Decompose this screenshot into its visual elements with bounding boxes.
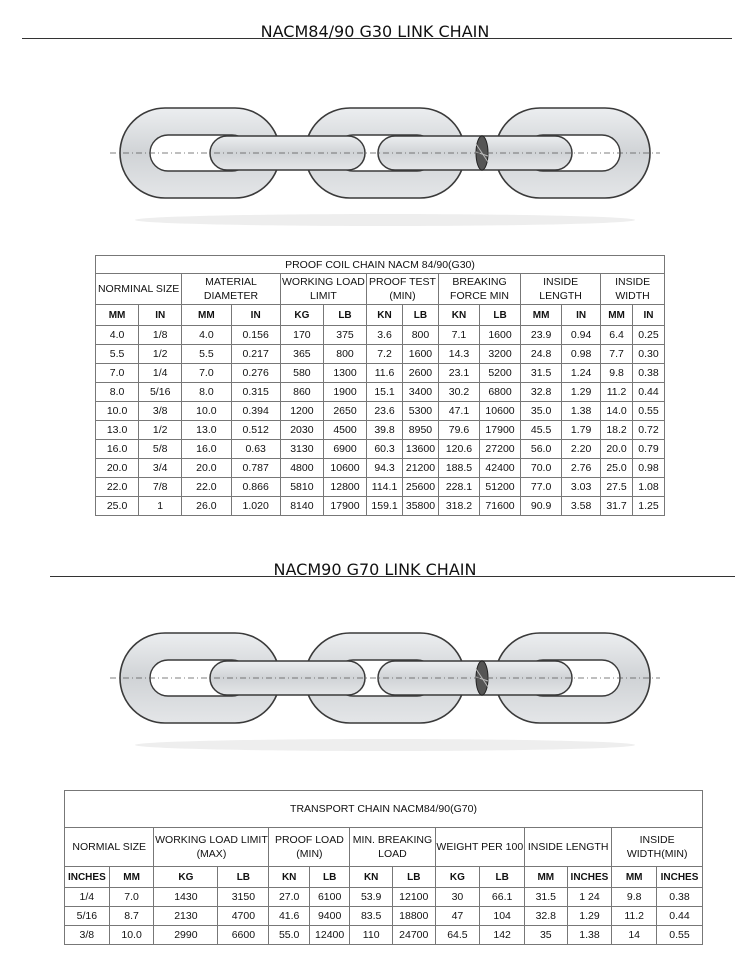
column-group-header: MATERIAL DIAMETER [182, 274, 281, 305]
table-cell: 2030 [280, 421, 323, 440]
unit-header: IN [231, 305, 280, 326]
table-cell: 0.315 [231, 383, 280, 402]
table-cell: 104 [480, 907, 525, 926]
table-cell: 47.1 [438, 402, 479, 421]
unit-header: MM [525, 867, 568, 888]
table-cell: 1.25 [632, 497, 664, 516]
table-cell: 4700 [218, 907, 269, 926]
unit-header: MM [96, 305, 139, 326]
table-cell: 4800 [280, 459, 323, 478]
table-cell: 25600 [403, 478, 439, 497]
table-cell: 3.58 [562, 497, 601, 516]
table-cell: 5300 [403, 402, 439, 421]
table-cell: 64.5 [435, 926, 480, 945]
unit-header: IN [139, 305, 182, 326]
table-cell: 27.0 [269, 888, 309, 907]
table-cell: 3.6 [367, 326, 403, 345]
table-cell: 24700 [392, 926, 435, 945]
table-cell: 1600 [480, 326, 521, 345]
table-cell: 1200 [280, 402, 323, 421]
column-group-header: NORMIAL SIZE [65, 828, 154, 867]
table-cell: 8.7 [109, 907, 154, 926]
table-cell: 0.44 [632, 383, 664, 402]
unit-header: KN [269, 867, 309, 888]
column-group-header: INSIDE LENGTH [525, 828, 612, 867]
table-cell: 47 [435, 907, 480, 926]
table-cell: 31.5 [521, 364, 562, 383]
table-cell: 800 [323, 345, 366, 364]
table-cell: 45.5 [521, 421, 562, 440]
table-cell: 42400 [480, 459, 521, 478]
table-cell: 8.0 [182, 383, 231, 402]
unit-header: LB [480, 305, 521, 326]
table-cell: 0.25 [632, 326, 664, 345]
column-group-header: WORKING LOAD LIMIT (MAX) [154, 828, 269, 867]
table-cell: 6100 [309, 888, 349, 907]
table-cell: 35.0 [521, 402, 562, 421]
column-group-header: WORKING LOAD LIMIT [280, 274, 366, 305]
unit-header: MM [521, 305, 562, 326]
section1-title: NACM84/90 G30 LINK CHAIN [260, 22, 490, 41]
table-row [96, 383, 665, 402]
table-cell: 11.2 [601, 383, 633, 402]
table-cell: 1/2 [139, 345, 182, 364]
table-cell: 0.217 [231, 345, 280, 364]
table-cell: 2600 [403, 364, 439, 383]
g30-chain-illustration [110, 100, 670, 230]
table-cell: 0.394 [231, 402, 280, 421]
table-cell: 0.72 [632, 421, 664, 440]
g30-spec-table [95, 255, 665, 516]
table-cell: 1.38 [567, 926, 612, 945]
table-cell: 1.08 [632, 478, 664, 497]
table-row [96, 478, 665, 497]
table-cell: 5.5 [182, 345, 231, 364]
table-cell: 0.55 [632, 402, 664, 421]
table-cell: 7.0 [182, 364, 231, 383]
table-cell: 3400 [403, 383, 439, 402]
table-cell: 8.0 [96, 383, 139, 402]
table-row [96, 421, 665, 440]
table-cell: 0.38 [657, 888, 703, 907]
table-cell: 1.79 [562, 421, 601, 440]
table-cell: 365 [280, 345, 323, 364]
unit-header: INCHES [657, 867, 703, 888]
table-cell: 27.5 [601, 478, 633, 497]
table-group-header-row [96, 274, 665, 305]
unit-header: KN [438, 305, 479, 326]
table-cell: 3/8 [139, 402, 182, 421]
table-cell: 53.9 [350, 888, 393, 907]
column-group-header: WEIGHT PER 100 [435, 828, 524, 867]
table-cell: 4.0 [96, 326, 139, 345]
table-cell: 7.0 [109, 888, 154, 907]
table-cell: 0.79 [632, 440, 664, 459]
table-cell: 1/2 [139, 421, 182, 440]
table-cell: 11.2 [612, 907, 657, 926]
table-cell: 56.0 [521, 440, 562, 459]
table-cell: 10.0 [182, 402, 231, 421]
table-cell: 860 [280, 383, 323, 402]
table-cell: 8140 [280, 497, 323, 516]
section2-title: NACM90 G70 LINK CHAIN [273, 560, 477, 579]
table-cell: 24.8 [521, 345, 562, 364]
table-cell: 0.787 [231, 459, 280, 478]
table-cell: 228.1 [438, 478, 479, 497]
table-cell: 3/4 [139, 459, 182, 478]
table-cell: 5/16 [65, 907, 110, 926]
table-cell: 3.03 [562, 478, 601, 497]
table-cell: 1/4 [65, 888, 110, 907]
table-cell: 79.6 [438, 421, 479, 440]
table-cell: 17900 [480, 421, 521, 440]
table-cell: 23.6 [367, 402, 403, 421]
table-cell: 0.63 [231, 440, 280, 459]
unit-header: INCHES [65, 867, 110, 888]
table-cell: 16.0 [96, 440, 139, 459]
table-cell: 55.0 [269, 926, 309, 945]
unit-header: LB [480, 867, 525, 888]
table-cell: 8950 [403, 421, 439, 440]
table-cell: 5.5 [96, 345, 139, 364]
table-cell: 1.38 [562, 402, 601, 421]
table-cell: 1430 [154, 888, 218, 907]
table-row [65, 907, 703, 926]
column-group-header: BREAKING FORCE MIN [438, 274, 520, 305]
column-group-header: INSIDE WIDTH(MIN) [612, 828, 703, 867]
table-cell: 0.55 [657, 926, 703, 945]
table-cell: 4.0 [182, 326, 231, 345]
table-cell: 0.94 [562, 326, 601, 345]
table-cell: 18800 [392, 907, 435, 926]
table-cell: 5/16 [139, 383, 182, 402]
unit-header: LB [392, 867, 435, 888]
table-cell: 35800 [403, 497, 439, 516]
table-cell: 90.9 [521, 497, 562, 516]
table-cell: 1/8 [139, 326, 182, 345]
table-cell: 94.3 [367, 459, 403, 478]
table-cell: 580 [280, 364, 323, 383]
table-cell: 23.1 [438, 364, 479, 383]
table-cell: 1/4 [139, 364, 182, 383]
unit-header: LB [309, 867, 349, 888]
table-cell: 7.1 [438, 326, 479, 345]
table-cell: 10600 [323, 459, 366, 478]
table-row [96, 326, 665, 345]
table-cell: 188.5 [438, 459, 479, 478]
table-cell: 11.6 [367, 364, 403, 383]
table-cell: 25.0 [601, 459, 633, 478]
unit-header: MM [601, 305, 633, 326]
table-unit-row [65, 867, 703, 888]
table-cell: 21200 [403, 459, 439, 478]
unit-header: LB [323, 305, 366, 326]
table-row [96, 345, 665, 364]
table-cell: 0.30 [632, 345, 664, 364]
table-cell: 2.76 [562, 459, 601, 478]
table-cell: 159.1 [367, 497, 403, 516]
table-cell: 39.8 [367, 421, 403, 440]
table-cell: 1.24 [562, 364, 601, 383]
unit-header: KG [435, 867, 480, 888]
table-row [96, 497, 665, 516]
table-row [96, 440, 665, 459]
table-cell: 170 [280, 326, 323, 345]
table-cell: 5200 [480, 364, 521, 383]
table-cell: 31.7 [601, 497, 633, 516]
column-group-header: PROOF TEST (MIN) [367, 274, 439, 305]
g70-spec-table [64, 790, 703, 945]
table-cell: 13.0 [96, 421, 139, 440]
table-group-header-row [65, 828, 703, 867]
table-cell: 32.8 [521, 383, 562, 402]
table-cell: 26.0 [182, 497, 231, 516]
unit-header: INCHES [567, 867, 612, 888]
column-group-header: NORMINAL SIZE [96, 274, 182, 305]
table-cell: 110 [350, 926, 393, 945]
table-cell: 6600 [218, 926, 269, 945]
table-cell: 6.4 [601, 326, 633, 345]
table-cell: 3150 [218, 888, 269, 907]
table-cell: 16.0 [182, 440, 231, 459]
table-cell: 30.2 [438, 383, 479, 402]
table-cell: 12100 [392, 888, 435, 907]
table-cell: 13.0 [182, 421, 231, 440]
table-cell: 14 [612, 926, 657, 945]
table-cell: 0.512 [231, 421, 280, 440]
table-caption-row [96, 256, 665, 274]
table-cell: 1900 [323, 383, 366, 402]
table-cell: 13600 [403, 440, 439, 459]
column-group-header: PROOF LOAD (MIN) [269, 828, 350, 867]
table-cell: 5810 [280, 478, 323, 497]
table-cell: 35 [525, 926, 568, 945]
table-cell: 10.0 [109, 926, 154, 945]
table-cell: 2990 [154, 926, 218, 945]
table-cell: 9.8 [601, 364, 633, 383]
table-row [65, 926, 703, 945]
table-cell: 9.8 [612, 888, 657, 907]
table-cell: 1600 [403, 345, 439, 364]
table-cell: 0.866 [231, 478, 280, 497]
table-row [96, 459, 665, 478]
table-cell: 83.5 [350, 907, 393, 926]
table-cell: 318.2 [438, 497, 479, 516]
table-cell: 4500 [323, 421, 366, 440]
table-cell: 14.0 [601, 402, 633, 421]
unit-header: KG [280, 305, 323, 326]
table-cell: 2130 [154, 907, 218, 926]
table-cell: 7.7 [601, 345, 633, 364]
section1-rule [22, 38, 732, 39]
table-unit-row [96, 305, 665, 326]
unit-header: KN [367, 305, 403, 326]
table-cell: 800 [403, 326, 439, 345]
table-cell: 142 [480, 926, 525, 945]
table-cell: 15.1 [367, 383, 403, 402]
table-cell: 32.8 [525, 907, 568, 926]
table-cell: 20.0 [96, 459, 139, 478]
table-cell: 2650 [323, 402, 366, 421]
table-cell: 14.3 [438, 345, 479, 364]
table-cell: 1 24 [567, 888, 612, 907]
table-cell: 375 [323, 326, 366, 345]
table-cell: 0.38 [632, 364, 664, 383]
table-cell: 0.156 [231, 326, 280, 345]
table-row [96, 402, 665, 421]
unit-header: LB [218, 867, 269, 888]
table-cell: 0.44 [657, 907, 703, 926]
table-cell: 70.0 [521, 459, 562, 478]
table-cell: 31.5 [525, 888, 568, 907]
table-row [96, 364, 665, 383]
table-cell: 12400 [309, 926, 349, 945]
column-group-header: MIN. BREAKING LOAD [350, 828, 435, 867]
table-cell: 17900 [323, 497, 366, 516]
table-row [65, 888, 703, 907]
table-cell: 71600 [480, 497, 521, 516]
table-cell: 6800 [480, 383, 521, 402]
table-cell: 0.98 [632, 459, 664, 478]
column-group-header: INSIDE WIDTH [601, 274, 665, 305]
table-cell: 9400 [309, 907, 349, 926]
table-cell: 25.0 [96, 497, 139, 516]
section2-rule [50, 576, 735, 577]
table-cell: 18.2 [601, 421, 633, 440]
table-cell: 10.0 [96, 402, 139, 421]
table-cell: 27200 [480, 440, 521, 459]
table-cell: 7.0 [96, 364, 139, 383]
table-cell: 22.0 [182, 478, 231, 497]
table-cell: 0.98 [562, 345, 601, 364]
table-cell: 51200 [480, 478, 521, 497]
table-cell: 1.29 [562, 383, 601, 402]
table-cell: 22.0 [96, 478, 139, 497]
table-cell: 20.0 [601, 440, 633, 459]
table-cell: 30 [435, 888, 480, 907]
unit-header: MM [182, 305, 231, 326]
table-cell: 120.6 [438, 440, 479, 459]
table-cell: 7.2 [367, 345, 403, 364]
table-cell: 1300 [323, 364, 366, 383]
unit-header: LB [403, 305, 439, 326]
table-cell: 3130 [280, 440, 323, 459]
unit-header: IN [632, 305, 664, 326]
table-caption: PROOF COIL CHAIN NACM 84/90(G30) [96, 256, 665, 274]
table-cell: 1.29 [567, 907, 612, 926]
table-cell: 5/8 [139, 440, 182, 459]
table-cell: 66.1 [480, 888, 525, 907]
table-caption: TRANSPORT CHAIN NACM84/90(G70) [65, 791, 703, 828]
table-cell: 3200 [480, 345, 521, 364]
unit-header: KG [154, 867, 218, 888]
column-group-header: INSIDE LENGTH [521, 274, 601, 305]
table-cell: 20.0 [182, 459, 231, 478]
unit-header: MM [109, 867, 154, 888]
table-cell: 10600 [480, 402, 521, 421]
table-cell: 77.0 [521, 478, 562, 497]
table-cell: 12800 [323, 478, 366, 497]
table-cell: 1 [139, 497, 182, 516]
table-cell: 0.276 [231, 364, 280, 383]
table-cell: 41.6 [269, 907, 309, 926]
table-cell: 114.1 [367, 478, 403, 497]
table-cell: 1.020 [231, 497, 280, 516]
table-cell: 60.3 [367, 440, 403, 459]
unit-header: KN [350, 867, 393, 888]
unit-header: MM [612, 867, 657, 888]
table-cell: 7/8 [139, 478, 182, 497]
table-caption-row [65, 791, 703, 828]
table-cell: 2.20 [562, 440, 601, 459]
g70-chain-illustration [110, 625, 670, 755]
table-cell: 3/8 [65, 926, 110, 945]
unit-header: IN [562, 305, 601, 326]
table-cell: 23.9 [521, 326, 562, 345]
table-cell: 6900 [323, 440, 366, 459]
